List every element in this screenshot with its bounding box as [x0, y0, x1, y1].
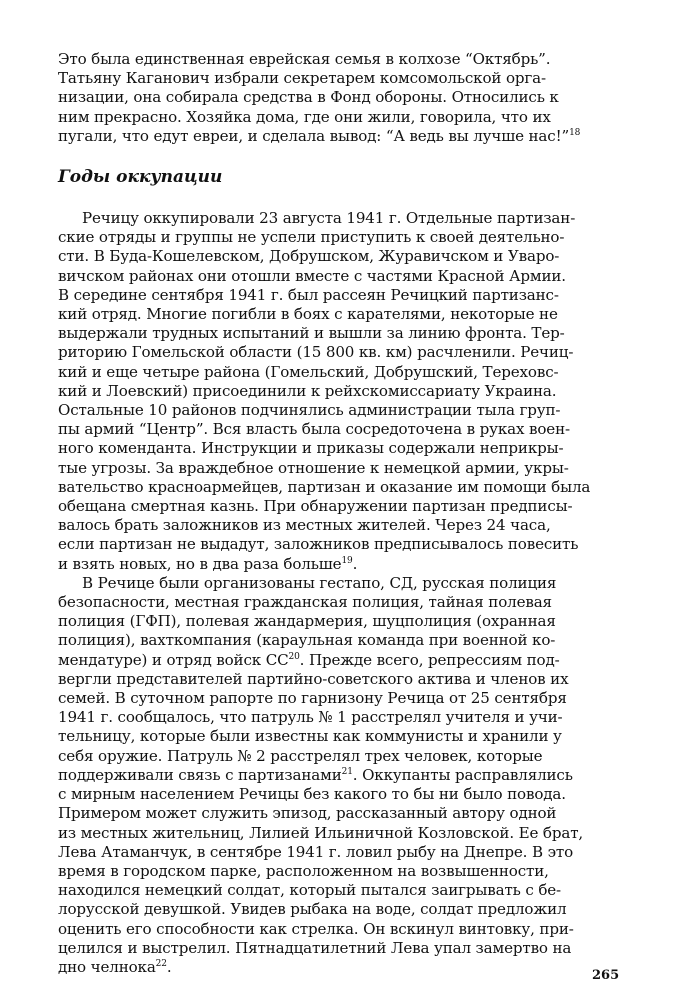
text-line: риторию Гомельской области (15 800 кв. км) расчленили. Речиц- [58, 343, 574, 362]
text-line: вательство красноармейцев, партизан и оказание им помощи была [58, 477, 591, 496]
text-line: с мирным населением Речицы без какого то бы ни было повода. [58, 785, 566, 804]
text-line: мендатуре) и отряд войск СС$^{20}$. Прежде всего, репрессиям под- [58, 650, 560, 669]
text-line: Примером может служить эпизод, рассказанный автору одной [58, 804, 557, 823]
text-line: семей. В суточном рапорте по гарнизону Речица от 25 сентября [58, 689, 567, 708]
text-line: находился немецкий солдат, который пытался заигрывать с бе- [58, 881, 561, 900]
footnote-ref: 20 [288, 651, 300, 662]
text-line: из местных жительниц, Лилией Ильиничной Козловской. Ее брат, [58, 823, 584, 842]
text-line: ним прекрасно. Хозяйка дома, где они жили, говорила, что их [58, 107, 551, 126]
text-line: кий отряд. Многие погибли в боях с карателями, некоторые не [58, 305, 558, 324]
text-line: себя оружие. Патруль № 2 расстрелял трех человек, которые [58, 746, 543, 765]
footnote-ref: 19 [341, 555, 353, 566]
text-line: время в городском парке, расположенном на возвышенности, [58, 861, 549, 880]
text-line: кий и Лоевский) присоединили к рейхскомиссариату Украина. [58, 381, 557, 400]
text-line: полиция (ГФП), полевая жандармерия, шуцполиция (охранная [58, 612, 556, 631]
text-line: сти. В Буда-Кошелевском, Добрушском, Журавичском и Уваро- [58, 247, 560, 266]
text-line: Это была единственная еврейская семья в колхозе “Октябрь”. [58, 50, 551, 68]
body-text [58, 209, 630, 977]
text-line: оценить его способности как стрелка. Он вскинул винтовку, при- [58, 919, 574, 938]
text-line: полиция), вахткомпания (караульная команда при военной ко- [58, 631, 556, 650]
text-line: валось брать заложников из местных жителей. Через 24 часа, [58, 516, 551, 535]
text-line: Остальные 10 районов подчинялись администрации тыла груп- [58, 401, 561, 420]
text-line: вичском районах они отошли вместе с частями Красной Армии. [58, 266, 566, 285]
text-line: и взять новых, но в два раза больше$^{19}$. [58, 554, 358, 573]
footnote-ref: 21 [341, 766, 353, 777]
text-line: тые угрозы. За враждебное отношение к немецкой армии, укры- [58, 458, 569, 477]
text-line: 1941 г. сообщалось, что патруль № 1 расстрелял учителя и учи- [58, 708, 563, 727]
text-line: если партизан не выдадут, заложников предписывалось повесить [58, 535, 579, 554]
footnote-ref: 22 [155, 958, 167, 969]
text-line: В Речице были организованы гестапо, СД, русская полиция [82, 573, 557, 592]
text-line: пы армий “Центр”. Вся власть была сосредоточена в руках воен- [58, 420, 570, 439]
text-line: лорусской девушкой. Увидев рыбака на воде, солдат предложил [58, 900, 567, 919]
text-line: кий и еще четыре района (Гомельский, Добрушский, Тереховс- [58, 362, 559, 381]
text-line: вергли представителей партийно-советского актива и членов их [58, 669, 569, 688]
text-line: ские отряды и группы не успели приступить к своей деятельно- [58, 228, 565, 247]
text-line: пугали, что едут евреи, и сделала вывод: “А ведь вы лучше нас!”$^{18}$ [58, 126, 581, 145]
text-line: ного коменданта. Инструкции и приказы содержали неприкры- [58, 439, 564, 458]
text-line: Татьяну Каганович избрали секретарем комсомольской орга- [58, 69, 546, 88]
footnote-ref: 18 [569, 127, 581, 138]
text-line: выдержали трудных испытаний и вышли за линию фронта. Тер- [58, 324, 565, 343]
text-line: дно челнока$^{22}$. [58, 957, 172, 976]
text-line: обещана смертная казнь. При обнаружении партизан предписы- [58, 497, 573, 516]
text-line: Лева Атаманчук, в сентябре 1941 г. ловил рыбу на Днепре. В это [58, 842, 574, 861]
text-line: В середине сентября 1941 г. был рассеян Речицкий партизанс- [58, 285, 559, 304]
intro-paragraph [58, 50, 630, 146]
text-line: безопасности, местная гражданская полиция, тайная полевая [58, 593, 552, 612]
text-line: Речицу оккупировали 23 августа 1941 г. Отдельные партизан- [82, 209, 576, 227]
text-line: тельницу, которые были известны как коммунисты и хранили у [58, 727, 562, 746]
text-line: целился и выстрелил. Пятнадцатилетний Лева упал замертво на [58, 938, 572, 957]
section-heading: Годы оккупации [58, 167, 223, 187]
page-number: 265 [592, 968, 620, 983]
text-line: поддерживали связь с партизанами$^{21}$. Оккупанты расправлялись [58, 765, 573, 784]
text-line: низации, она собирала средства в Фонд обороны. Относились к [58, 88, 559, 107]
